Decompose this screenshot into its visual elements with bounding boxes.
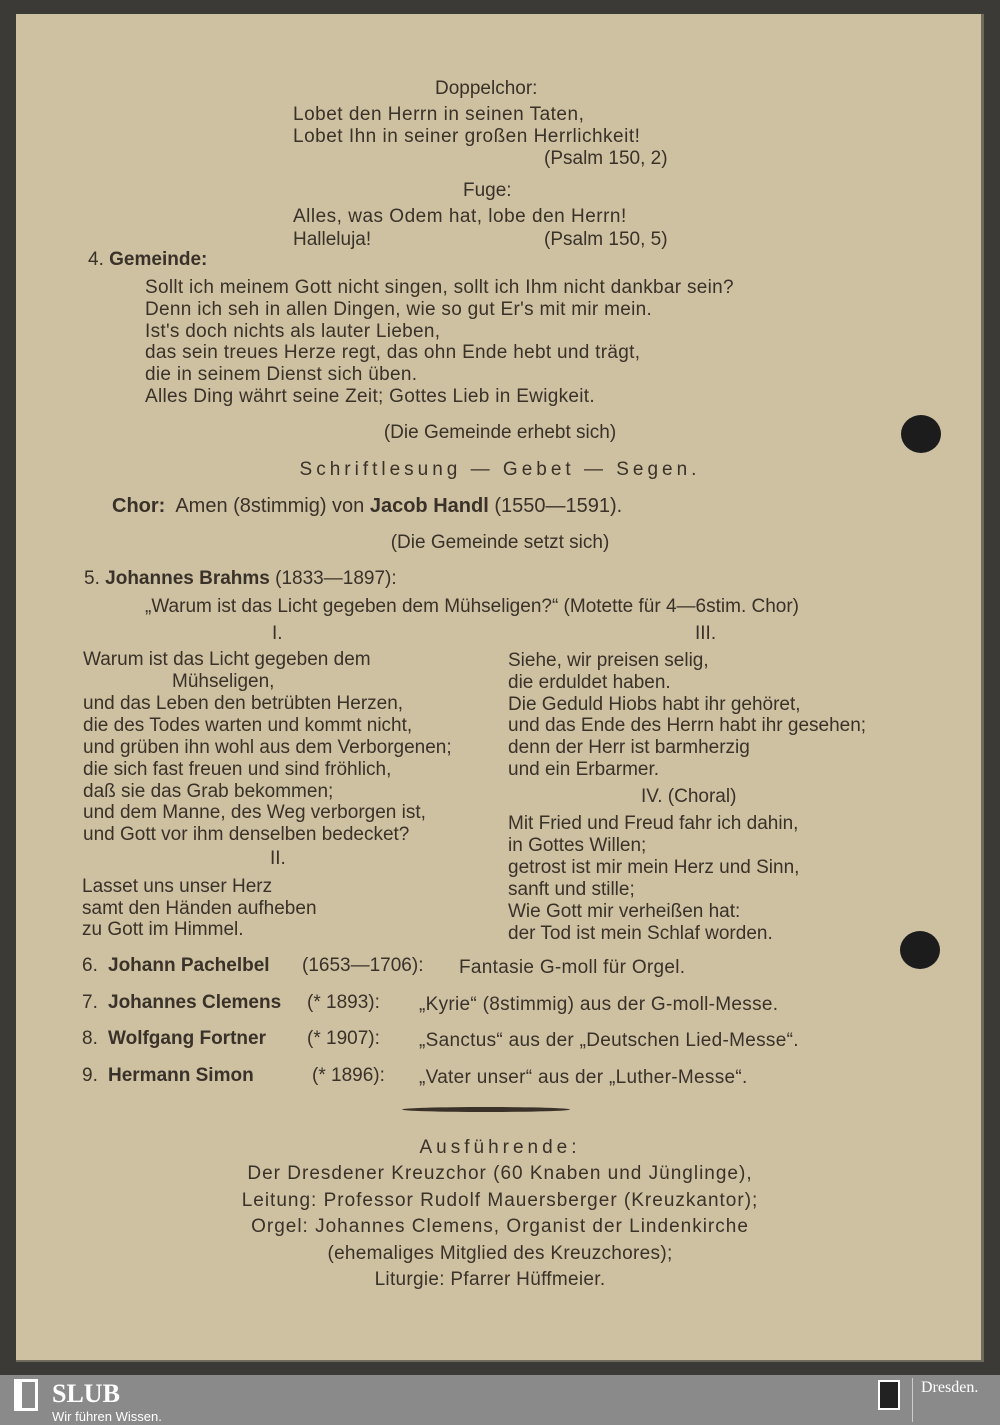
motet-line: samt den Händen aufheben <box>82 897 317 919</box>
motet-line: Lasset uns unser Herz <box>82 876 273 897</box>
motet-line: und ein Erbarmer. <box>508 759 660 780</box>
performer-line: Liturgie: Pfarrer Hüffmeier. <box>374 1269 606 1290</box>
motet-line: Die Geduld Hiobs habt ihr gehöret, <box>508 693 801 715</box>
work-title: „Vater unser“ aus der „Luther-Messe“. <box>419 1066 748 1088</box>
motet-line: die erduldet haben. <box>508 671 671 693</box>
psalm-ref: (Psalm 150, 5) <box>544 229 668 250</box>
composer: Jacob Handl <box>369 495 489 517</box>
item-number: 8. <box>82 1028 98 1049</box>
composer: Johann Pachelbel <box>108 955 270 976</box>
dates: (1653—1706): <box>302 955 424 976</box>
hymn-line: Alles Ding währt seine Zeit; Gottes Lieb in Ewigkeit. <box>145 386 595 407</box>
dates: (* 1893): <box>307 991 380 1013</box>
motet-line: und das Leben den betrübten Herzen, <box>83 693 404 714</box>
text-line: Lobet Ihn in seiner großen Herrlichkeit! <box>293 126 641 147</box>
motet-line: sanft und stille; <box>508 879 635 900</box>
item-number: 5. <box>84 568 100 589</box>
motet-line: und das Ende des Herrn habt ihr gesehen; <box>508 715 867 737</box>
hymn-line: das sein treues Herze regt, das ohn Ende hebt und trägt, <box>145 342 641 364</box>
divider <box>912 1378 913 1422</box>
chor-text: Amen (8stimmig) von <box>175 495 365 517</box>
motet-title: „Warum ist das Licht gegeben dem Mühseligen?“ (Motette für 4—6stim. Chor) <box>145 596 800 617</box>
dates: (* 1907): <box>307 1028 380 1049</box>
work-title: „Kyrie“ (8stimmig) aus der G-moll-Messe. <box>419 993 779 1015</box>
hymn-line: Ist's doch nichts als lauter Lieben, <box>145 320 441 342</box>
motet-line: Warum ist das Licht gegeben dem <box>83 649 371 670</box>
footer-bar <box>0 1375 1000 1425</box>
work-title: „Sanctus“ aus der „Deutschen Lied-Messe“. <box>419 1030 799 1051</box>
text-line: Alles, was Odem hat, lobe den Herrn! <box>293 206 627 227</box>
composer: Johannes Clemens <box>108 991 282 1013</box>
performers-heading: Ausführende: <box>419 1137 581 1158</box>
liturgy-line: Schriftlesung — Gebet — Segen. <box>299 459 701 480</box>
section-heading: II. <box>270 848 286 869</box>
fuge-heading: Fuge: <box>463 180 512 201</box>
performer-line: (ehemaliges Mitglied des Kreuzchores); <box>327 1242 673 1264</box>
composer: Wolfgang Fortner <box>108 1028 266 1049</box>
motet-line: Mit Fried und Freud fahr ich dahin, <box>508 813 799 834</box>
dates: (1833—1897): <box>275 568 397 589</box>
doppelchor-heading: Doppelchor: <box>435 78 538 99</box>
text-line: Halleluja! <box>293 229 372 250</box>
gemeinde-heading: Gemeinde: <box>109 249 208 270</box>
slub-logo[interactable]: SLUB <box>52 1379 120 1408</box>
divider <box>402 1107 570 1112</box>
dresden-logo[interactable]: Dresden. <box>921 1379 979 1396</box>
composer: Johannes Brahms <box>105 568 270 589</box>
motet-line: und grüben ihn wohl aus dem Verborgenen; <box>83 737 452 758</box>
item-number: 7. <box>82 991 98 1013</box>
motet-line: getrost ist mir mein Herz und Sinn, <box>508 857 800 878</box>
motet-line: Siehe, wir preisen selig, <box>508 650 709 671</box>
slub-tagline: Wir führen Wissen. <box>52 1409 162 1424</box>
work-title: Fantasie G-moll für Orgel. <box>459 957 686 978</box>
slub-book-icon <box>14 1379 38 1411</box>
performer-line: Leitung: Professor Rudolf Mauersberger (Kreuzkantor); <box>241 1189 759 1211</box>
dresden-coat-of-arms-icon <box>878 1380 900 1410</box>
motet-line: zu Gott im Himmel. <box>82 919 244 940</box>
psalm-ref: (Psalm 150, 2) <box>544 148 668 169</box>
sit-note: (Die Gemeinde setzt sich) <box>390 532 610 553</box>
dates: (* 1896): <box>312 1064 385 1086</box>
motet-line: und Gott vor ihm denselben bedecket? <box>83 824 410 845</box>
dates: (1550—1591). <box>494 495 623 517</box>
item-number: 4. <box>88 249 104 270</box>
motet-line: die sich fast freuen und sind fröhlich, <box>83 759 392 780</box>
motet-line: Mühseligen, <box>172 671 275 692</box>
text-line: Lobet den Herrn in seinen Taten, <box>293 104 585 125</box>
motet-line: in Gottes Willen; <box>508 835 647 856</box>
performer-line: Orgel: Johannes Clemens, Organist der Lindenkirche <box>251 1216 749 1237</box>
composer: Hermann Simon <box>108 1064 254 1086</box>
hymn-line: Sollt ich meinem Gott nicht singen, sollt ich Ihm nicht dankbar sein? <box>145 277 734 298</box>
hymn-line: die in seinem Dienst sich üben. <box>145 364 418 386</box>
chor-label: Chor: <box>112 495 166 517</box>
item-number: 6. <box>82 955 98 976</box>
item-number: 9. <box>82 1064 98 1086</box>
motet-line: denn der Herr ist barmherzig <box>508 737 750 759</box>
motet-line: daß sie das Grab bekommen; <box>83 781 334 802</box>
rise-note: (Die Gemeinde erhebt sich) <box>383 422 617 443</box>
performer-line: Der Dresdener Kreuzchor (60 Knaben und Jünglinge), <box>247 1163 753 1184</box>
section-heading: IV. (Choral) <box>641 786 737 807</box>
motet-line: die des Todes warten und kommt nicht, <box>83 715 413 736</box>
punch-hole <box>900 931 940 969</box>
motet-line: und dem Manne, des Weg verborgen ist, <box>83 802 426 823</box>
section-heading: III. <box>695 623 717 644</box>
hymn-line: Denn ich seh in allen Dingen, wie so gut Er's mit mir mein. <box>145 298 653 320</box>
section-heading: I. <box>272 623 283 644</box>
motet-line: Wie Gott mir verheißen hat: <box>508 901 741 922</box>
motet-line: der Tod ist mein Schlaf worden. <box>508 923 773 944</box>
